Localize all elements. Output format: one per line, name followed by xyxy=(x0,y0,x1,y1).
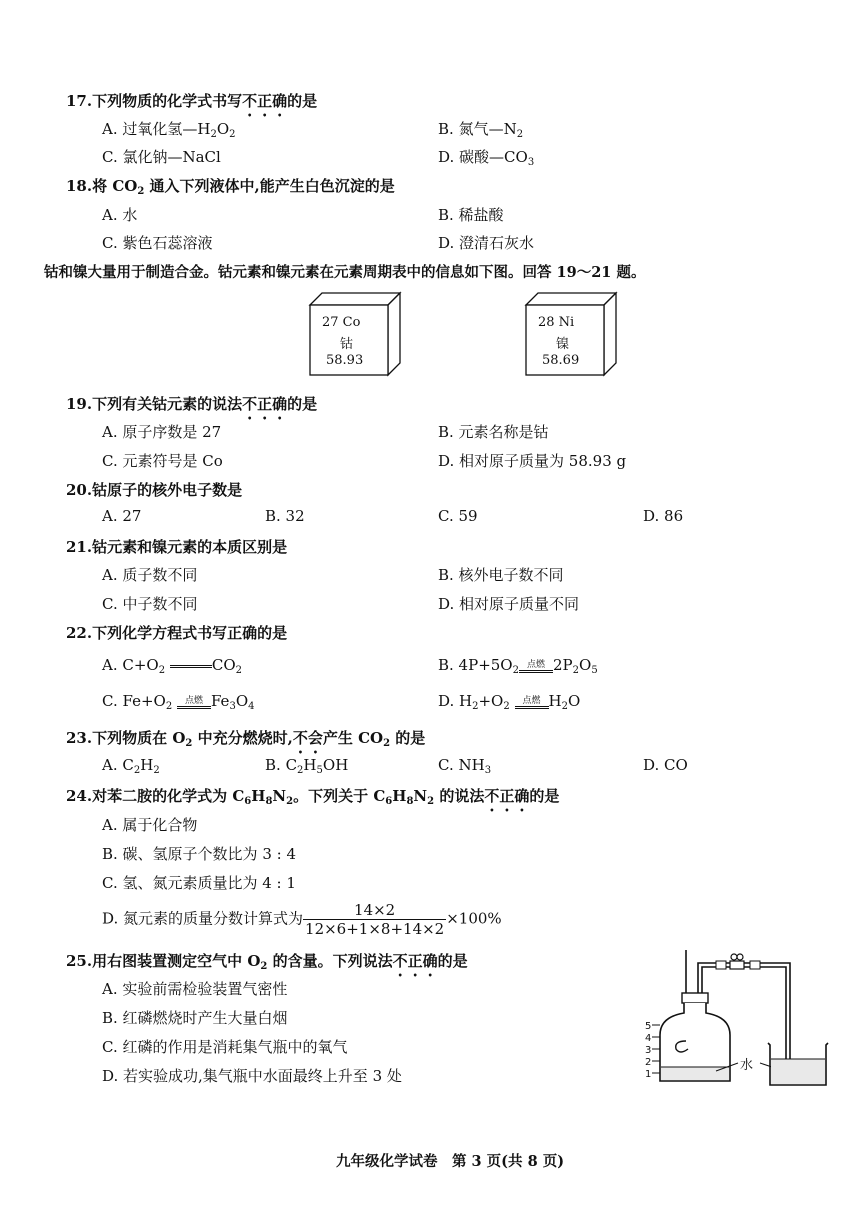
element-card-cobalt xyxy=(308,291,408,381)
gas-bottle xyxy=(660,993,730,1081)
q23-option-b: B. $C_2H_5OH$ xyxy=(265,756,349,776)
q25-option-d: D. 若实验成功,集气瓶中水面最终上升至 3 处 xyxy=(102,1067,402,1085)
element-card-nickel xyxy=(524,291,624,381)
q17-stem: 17.下列物质的化学式书写不正确的是 xyxy=(66,92,318,110)
condition-label: 点燃 xyxy=(522,695,541,706)
q18-option-c: C. 紫色石蕊溶液 xyxy=(102,234,213,252)
page-footer: 九年级化学试卷 第 3 页(共 8 页) xyxy=(336,1153,565,1170)
svg-text:4: 4 xyxy=(645,1033,652,1044)
mass-fraction: $\frac{14\times 2}{12\times 6+1\times 8+14\times 2}$ xyxy=(305,901,445,938)
q22-option-a: A. $C+O_2$ $CO_2$ xyxy=(102,656,243,676)
svg-text:1: 1 xyxy=(645,1069,652,1080)
apparatus-diagram xyxy=(640,945,840,1090)
q19-option-a: A. 原子序数是 27 xyxy=(102,423,222,441)
q20-option-c: C. 59 xyxy=(438,507,478,525)
q20-option-d: D. 86 xyxy=(643,507,684,525)
q18-option-a: A. 水 xyxy=(102,206,138,224)
q20-option-a: A. 27 xyxy=(102,507,142,525)
svg-text:3: 3 xyxy=(645,1045,652,1056)
q25-option-a: A. 实验前需检验装置气密性 xyxy=(102,980,288,998)
q25-option-b: B. 红磷燃烧时产生大量白烟 xyxy=(102,1009,288,1027)
element-mass: 58.69 xyxy=(542,353,580,368)
scale-marks xyxy=(645,1021,660,1080)
q23-option-d: D. CO xyxy=(643,756,688,774)
q19-stem: 19.下列有关钴元素的说法不正确的是 xyxy=(66,395,318,413)
element-name: 钴 xyxy=(340,337,354,352)
q18-option-d: D. 澄清石灰水 xyxy=(438,234,535,252)
q19-option-d: D. 相对原子质量为 58.93 g xyxy=(438,452,627,470)
q22-stem: 22.下列化学方程式书写正确的是 xyxy=(66,624,288,642)
q17-option-b: B. 氮气$—N_2$ xyxy=(438,120,524,140)
q24-option-b: B. 碳、氢原子个数比为 3 : 4 xyxy=(102,845,297,863)
svg-text:5: 5 xyxy=(645,1021,652,1032)
q25-option-c: C. 红磷的作用是消耗集气瓶中的氧气 xyxy=(102,1038,348,1056)
q22-option-d: D. $H_2+O_2$ 点燃 $H_2O$ xyxy=(438,692,581,712)
q18-option-b: B. 稀盐酸 xyxy=(438,206,504,224)
q21-option-a: A. 质子数不同 xyxy=(102,566,198,584)
q23-stem: 23.下列物质在 $O_2$ 中充分燃烧时,不会产生 $CO_2$ 的是 xyxy=(66,729,426,749)
q17-option-c: C. 氯化钠—NaCl xyxy=(102,148,221,166)
q19-option-b: B. 元素名称是钴 xyxy=(438,423,549,441)
clamp-icon xyxy=(730,954,744,969)
q21-stem: 21.钴元素和镍元素的本质区别是 xyxy=(66,538,288,556)
q24-option-c: C. 氢、氮元素质量比为 4 : 1 xyxy=(102,874,296,892)
intro-text: 钴和镍大量用于制造合金。钴元素和镍元素在元素周期表中的信息如下图。回答 19～21 题。 xyxy=(44,264,646,281)
q19-option-c: C. 元素符号是 Co xyxy=(102,452,223,470)
beaker xyxy=(768,1043,828,1085)
element-name: 镍 xyxy=(556,337,570,352)
q24-option-d: D. 氮元素的质量分数计算式为 $\frac{14\times 2}{12\times 6+1\times 8+14\times 2}$ ×100% xyxy=(102,901,502,938)
q24-stem: 24.对苯二胺的化学式为 $C_6H_8N_2$。下列关于 $C_6H_8N_2$ 的说法不正确的是 xyxy=(66,787,560,807)
element-mass: 58.93 xyxy=(326,353,364,368)
q25-stem: 25.用右图装置测定空气中 $O_2$ 的含量。下列说法不正确的是 xyxy=(66,952,468,972)
q22-option-b: B. $4P+5O_2$ 点燃 $2P_2O_5$ xyxy=(438,656,598,676)
condition-label: 点燃 xyxy=(526,659,545,670)
q22-option-c: C. $Fe+O_2$ 点燃 $Fe_3O_4$ xyxy=(102,692,255,712)
q23-option-c: C. $NH_3$ xyxy=(438,756,492,776)
q20-option-b: B. 32 xyxy=(265,507,305,525)
element-symbol: 28 Ni xyxy=(538,315,575,330)
q21-option-d: D. 相对原子质量不同 xyxy=(438,595,580,613)
q23-option-a: A. $C_2H_2$ xyxy=(102,756,160,776)
q18-stem: 18.将 $CO_2$ 通入下列液体中,能产生白色沉淀的是 xyxy=(66,177,395,197)
svg-text:2: 2 xyxy=(645,1057,652,1068)
q20-stem: 20.钴原子的核外电子数是 xyxy=(66,481,243,499)
water-label: 水 xyxy=(740,1058,754,1073)
q17-option-d: D. 碳酸$—CO_3$ xyxy=(438,148,535,168)
condition-label: 点燃 xyxy=(184,695,203,706)
q17-option-a: A. 过氧化氢$—H_2O_2$ xyxy=(102,120,236,140)
q21-option-b: B. 核外电子数不同 xyxy=(438,566,564,584)
q21-option-c: C. 中子数不同 xyxy=(102,595,198,613)
q24-option-a: A. 属于化合物 xyxy=(102,816,198,834)
element-symbol: 27 Co xyxy=(322,315,361,330)
